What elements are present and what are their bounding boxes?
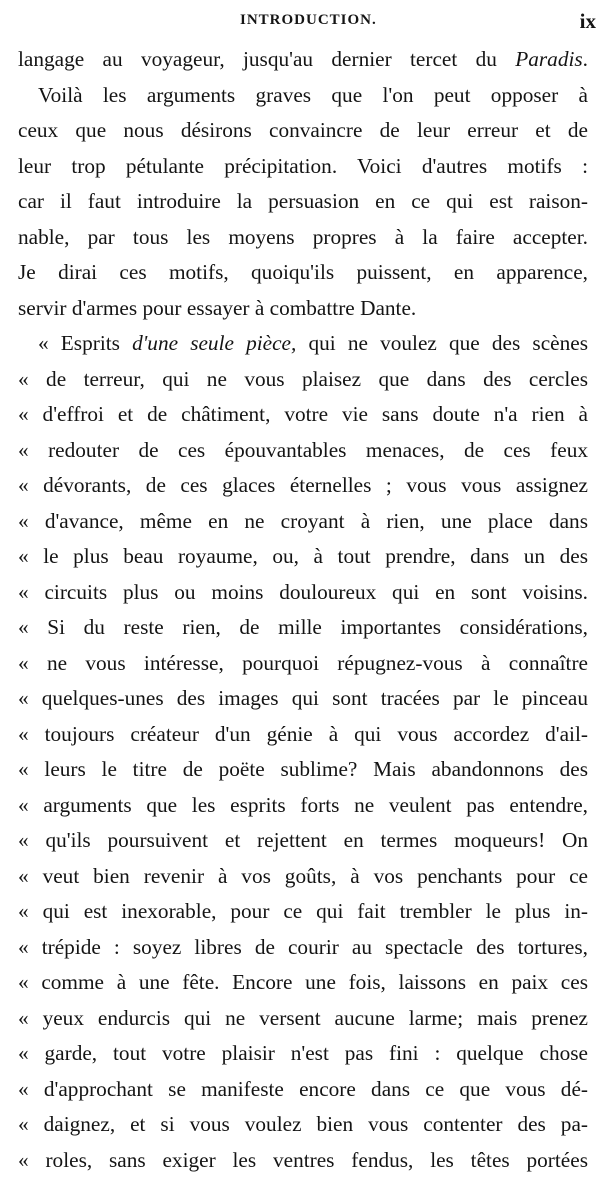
text-run: « qui est inexorable, pour ce qui fait trembler le plus in-: [18, 899, 588, 923]
text-run: car il faut introduire la persuasion en ce qui est raison-: [18, 189, 588, 213]
text-line: [18, 1036, 588, 1072]
text-run: nable, par tous les moyens propres à la faire accepter.: [18, 225, 588, 249]
text-run: qui ne voulez que des scènes: [296, 331, 588, 355]
text-run: « leurs le titre de poëte sublime? Mais abandonnons des: [18, 757, 588, 781]
page-header: [18, 10, 604, 36]
text-run: Je dirai ces motifs, quoiqu'ils puissent, en apparence,: [18, 260, 588, 284]
text-line: [18, 504, 588, 540]
text-line: [18, 468, 588, 504]
text-run: « Si du reste rien, de mille importantes considérations,: [18, 615, 588, 639]
running-title: INTRODUCTION.: [240, 12, 377, 29]
text-line: [18, 184, 588, 220]
text-run: « d'effroi et de châtiment, votre vie sans doute n'a rien à: [18, 402, 588, 426]
text-line: [18, 326, 588, 362]
text-line: [18, 291, 588, 327]
text-line: [18, 113, 588, 149]
text-line: [18, 894, 588, 930]
italic-text: d'une seule pièce,: [132, 331, 296, 355]
text-run: leur trop pétulante précipitation. Voici d'autres motifs :: [18, 154, 588, 178]
text-line: [18, 433, 588, 469]
text-line: [18, 646, 588, 682]
text-run: « toujours créateur d'un génie à qui vous accordez d'ail-: [18, 722, 588, 746]
text-line: [18, 788, 588, 824]
text-line: [18, 1072, 588, 1108]
page-number: ix: [580, 9, 596, 34]
text-line: [18, 255, 588, 291]
text-run: « de terreur, qui ne vous plaisez que dans des cercles: [18, 367, 588, 391]
text-line: [18, 859, 588, 895]
text-run: « garde, tout votre plaisir n'est pas fini : quelque chose: [18, 1041, 588, 1065]
text-run: Voilà les arguments graves que l'on peut opposer à: [38, 83, 588, 107]
text-run: ceux que nous désirons convaincre de leur erreur et de: [18, 118, 588, 142]
text-line: [18, 1143, 588, 1178]
text-line: [18, 539, 588, 575]
text-run: « d'approchant se manifeste encore dans ce que vous dé-: [18, 1077, 588, 1101]
text-run: « ne vous intéresse, pourquoi répugnez-vous à connaître: [18, 651, 588, 675]
text-line: [18, 823, 588, 859]
body-text: [18, 42, 588, 1178]
text-line: [18, 1001, 588, 1037]
text-run: « redouter de ces épouvantables menaces, de ces feux: [18, 438, 588, 462]
text-line: [18, 610, 588, 646]
text-run: « arguments que les esprits forts ne veulent pas entendre,: [18, 793, 588, 817]
text-line: [18, 362, 588, 398]
text-run: « Esprits: [38, 331, 132, 355]
text-run: « circuits plus ou moins douloureux qui en sont voisins.: [18, 580, 588, 604]
text-run: « le plus beau royaume, ou, à tout prendre, dans un des: [18, 544, 588, 568]
text-line: [18, 42, 588, 78]
text-line: [18, 1107, 588, 1143]
text-run: langage au voyageur, jusqu'au dernier tercet du: [18, 47, 515, 71]
text-run: « roles, sans exiger les ventres fendus, les têtes portées: [18, 1148, 588, 1172]
text-run: « quelques-unes des images qui sont tracées par le pinceau: [18, 686, 588, 710]
text-line: [18, 965, 588, 1001]
text-run: « veut bien revenir à vos goûts, à vos penchants pour ce: [18, 864, 588, 888]
text-run: « comme à une fête. Encore une fois, laissons en paix ces: [18, 970, 588, 994]
text-run: « d'avance, même en ne croyant à rien, une place dans: [18, 509, 588, 533]
text-run: « trépide : soyez libres de courir au spectacle des tortures,: [18, 935, 588, 959]
text-run: .: [583, 47, 588, 71]
text-line: [18, 149, 588, 185]
text-run: servir d'armes pour essayer à combattre Dante.: [18, 296, 416, 320]
text-line: [18, 220, 588, 256]
text-run: « yeux endurcis qui ne versent aucune larme; mais prenez: [18, 1006, 588, 1030]
text-line: [18, 717, 588, 753]
text-line: [18, 78, 588, 114]
text-line: [18, 930, 588, 966]
text-line: [18, 397, 588, 433]
text-line: [18, 752, 588, 788]
text-run: « daignez, et si vous voulez bien vous contenter des pa-: [18, 1112, 588, 1136]
italic-text: Paradis: [515, 47, 582, 71]
text-run: « dévorants, de ces glaces éternelles ; vous vous assignez: [18, 473, 588, 497]
text-line: [18, 681, 588, 717]
text-line: [18, 575, 588, 611]
text-run: « qu'ils poursuivent et rejettent en termes moqueurs! On: [18, 828, 588, 852]
